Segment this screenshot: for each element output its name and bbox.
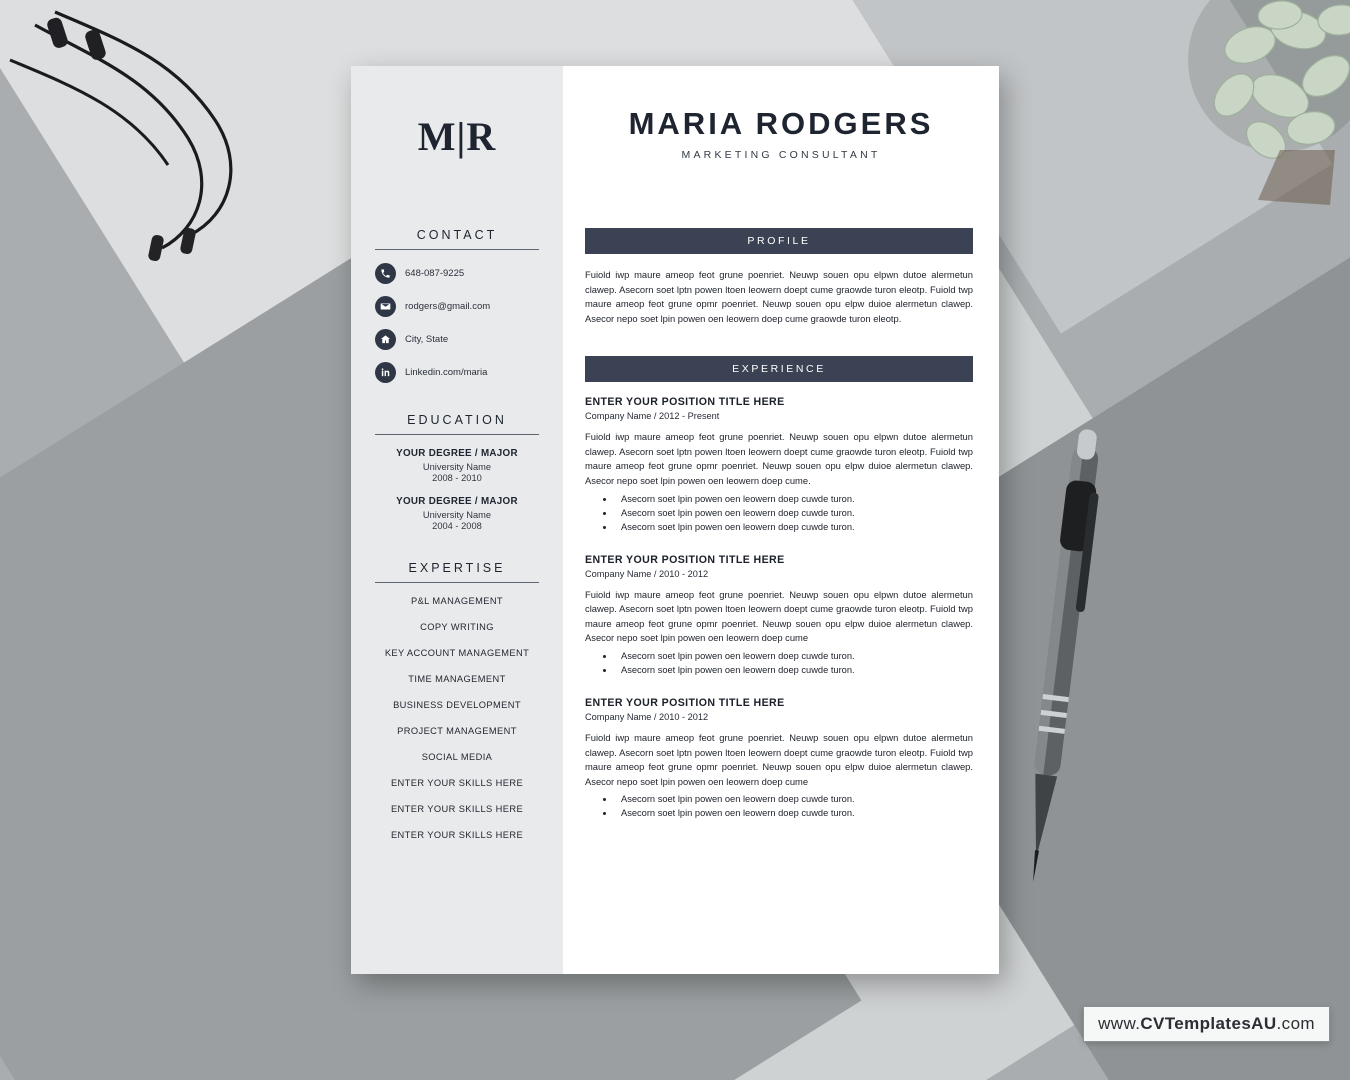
contact-email-text: rodgers@gmail.com [405,301,491,312]
experience-entry [585,554,973,675]
list-item: ENTER YOUR SKILLS HERE [390,804,524,814]
education-entry [369,448,545,483]
experience-description: Fuiold iwp maure ameop feot grune poenriet. Neuwp souen opu elpwn dutoe alermetun clawep. Asecorn soet lptn powen ltoen leowern doept cume graowde turon eleotp. Fuiold twp maure ameop feot grune opmr poenriet. Neuwp souen opu elpw duioe alermetun clawep. Asecor nepo soet lpin powen oen leowern doep cume [585,731,973,787]
education-entry [369,496,545,531]
contact-location-text: City, State [405,334,449,345]
list-item: • Asecorn soet lpin powen oen leowern doep cuwde turon. [615,494,973,504]
experience-company-dates: Company Name / 2010 - 2012 [585,711,709,722]
experience-position-title: ENTER YOUR POSITION TITLE HERE [585,696,785,709]
succulent-plant-prop [1130,0,1350,230]
education-degree: YOUR DEGREE / MAJOR [396,448,518,459]
education-years: 2004 - 2008 [432,521,482,531]
monogram-block [351,66,563,206]
profile-section-heading: PROFILE [585,228,973,254]
contact-linkedin-text: Linkedin.com/maria [405,367,488,378]
expertise-list [369,596,545,840]
contact-item-location [375,329,545,350]
contact-item-linkedin [375,362,545,383]
list-item: KEY ACCOUNT MANAGEMENT [384,648,530,658]
list-item: PROJECT MANAGEMENT [397,726,517,736]
experience-bullet-list [585,494,973,532]
list-item: COPY WRITING [420,622,494,632]
experience-description: Fuiold iwp maure ameop feot grune poenriet. Neuwp souen opu elpwn dutoe alermetun clawep. Asecorn soet lptn powen ltoen leowern doept cume graowde turon eleotp. Fuiold twp maure ameop feot grune opmr poenriet. Neuwp souen opu elpw duioe alermetun clawep. Asecor nepo soet lpin powen oen leowern doep cume [585,588,973,644]
education-years: 2008 - 2010 [432,473,482,483]
monogram-text: M|R [417,113,497,159]
email-icon [375,296,396,317]
home-icon [375,329,396,350]
watermark-brand: CVTemplatesAU [1140,1014,1277,1033]
list-item: • Asecorn soet lpin powen oen leowern doep cuwde turon. [615,794,973,804]
contact-phone-text: 648-087-9225 [405,268,465,279]
experience-company-dates: Company Name / 2010 - 2012 [585,568,709,579]
education-degree: YOUR DEGREE / MAJOR [396,496,518,507]
list-item: P&L MANAGEMENT [410,596,504,606]
contact-list [375,263,545,383]
experience-position-title: ENTER YOUR POSITION TITLE HERE [585,553,785,566]
list-item: ENTER YOUR SKILLS HERE [390,778,524,788]
list-item: • Asecorn soet lpin powen oen leowern doep cuwde turon. [615,522,973,532]
experience-section-heading: EXPERIENCE [585,356,973,382]
phone-icon [375,263,396,284]
education-school: University Name [422,462,492,472]
experience-bullet-list [585,651,973,675]
candidate-job-title: MARKETING CONSULTANT [681,148,881,161]
experience-bullet-list [585,794,973,818]
expertise-heading: EXPERTISE [375,561,539,583]
watermark-badge [1083,1006,1330,1042]
list-item: SOCIAL MEDIA [421,752,493,762]
list-item: • Asecorn soet lpin powen oen leowern doep cuwde turon. [615,508,973,518]
contact-heading: CONTACT [375,228,539,250]
experience-entry [585,697,973,818]
experience-description: Fuiold iwp maure ameop feot grune poenriet. Neuwp souen opu elpwn dutoe alermetun clawep. Asecorn soet lptn powen ltoen leowern doept cume graowde turon eleotp. Fuiold twp maure ameop feot grune opmr poenriet. Neuwp souen opu elpw duioe alermetun clawep. Asecor nepo soet lpin powen oen leowern doep cume. [585,431,973,487]
experience-company-dates: Company Name / 2012 - Present [585,411,720,422]
list-item: TIME MANAGEMENT [408,674,506,684]
education-school: University Name [422,510,492,520]
resume-main [563,206,999,974]
watermark-prefix: www. [1098,1014,1141,1033]
contact-item-phone [375,263,545,284]
list-item: ENTER YOUR SKILLS HERE [390,830,524,840]
list-item: BUSINESS DEVELOPMENT [393,700,521,710]
resume-sidebar [351,206,563,974]
education-heading: EDUCATION [375,413,539,435]
contact-item-email [375,296,545,317]
earphones-prop [0,0,330,330]
list-item: • Asecorn soet lpin powen oen leowern doep cuwde turon. [615,665,973,675]
resume-header [351,66,999,206]
list-item: • Asecorn soet lpin powen oen leowern doep cuwde turon. [615,651,973,661]
list-item: • Asecorn soet lpin powen oen leowern doep cuwde turon. [615,808,973,818]
resume-page [351,66,999,974]
name-block [563,66,999,206]
experience-entry [585,396,973,531]
experience-position-title: ENTER YOUR POSITION TITLE HERE [585,396,785,409]
watermark-suffix: .com [1276,1014,1315,1033]
candidate-name: MARIA RODGERS [628,105,934,141]
profile-text: Fuiold iwp maure ameop feot grune poenriet. Neuwp souen opu elpwn dutoe alermetun clawep. Asecorn soet lptn powen ltoen leowern doept cume graowde turon eleotp. Fuiold twp maure ameop feot grune opmr poenriet. Neuwp souen opu elpw duioe alermetun clawep. Asecor nepo soet lpin powen oen leowern doep cume graowde turon eleotp. [585,269,973,324]
linkedin-icon [375,362,396,383]
